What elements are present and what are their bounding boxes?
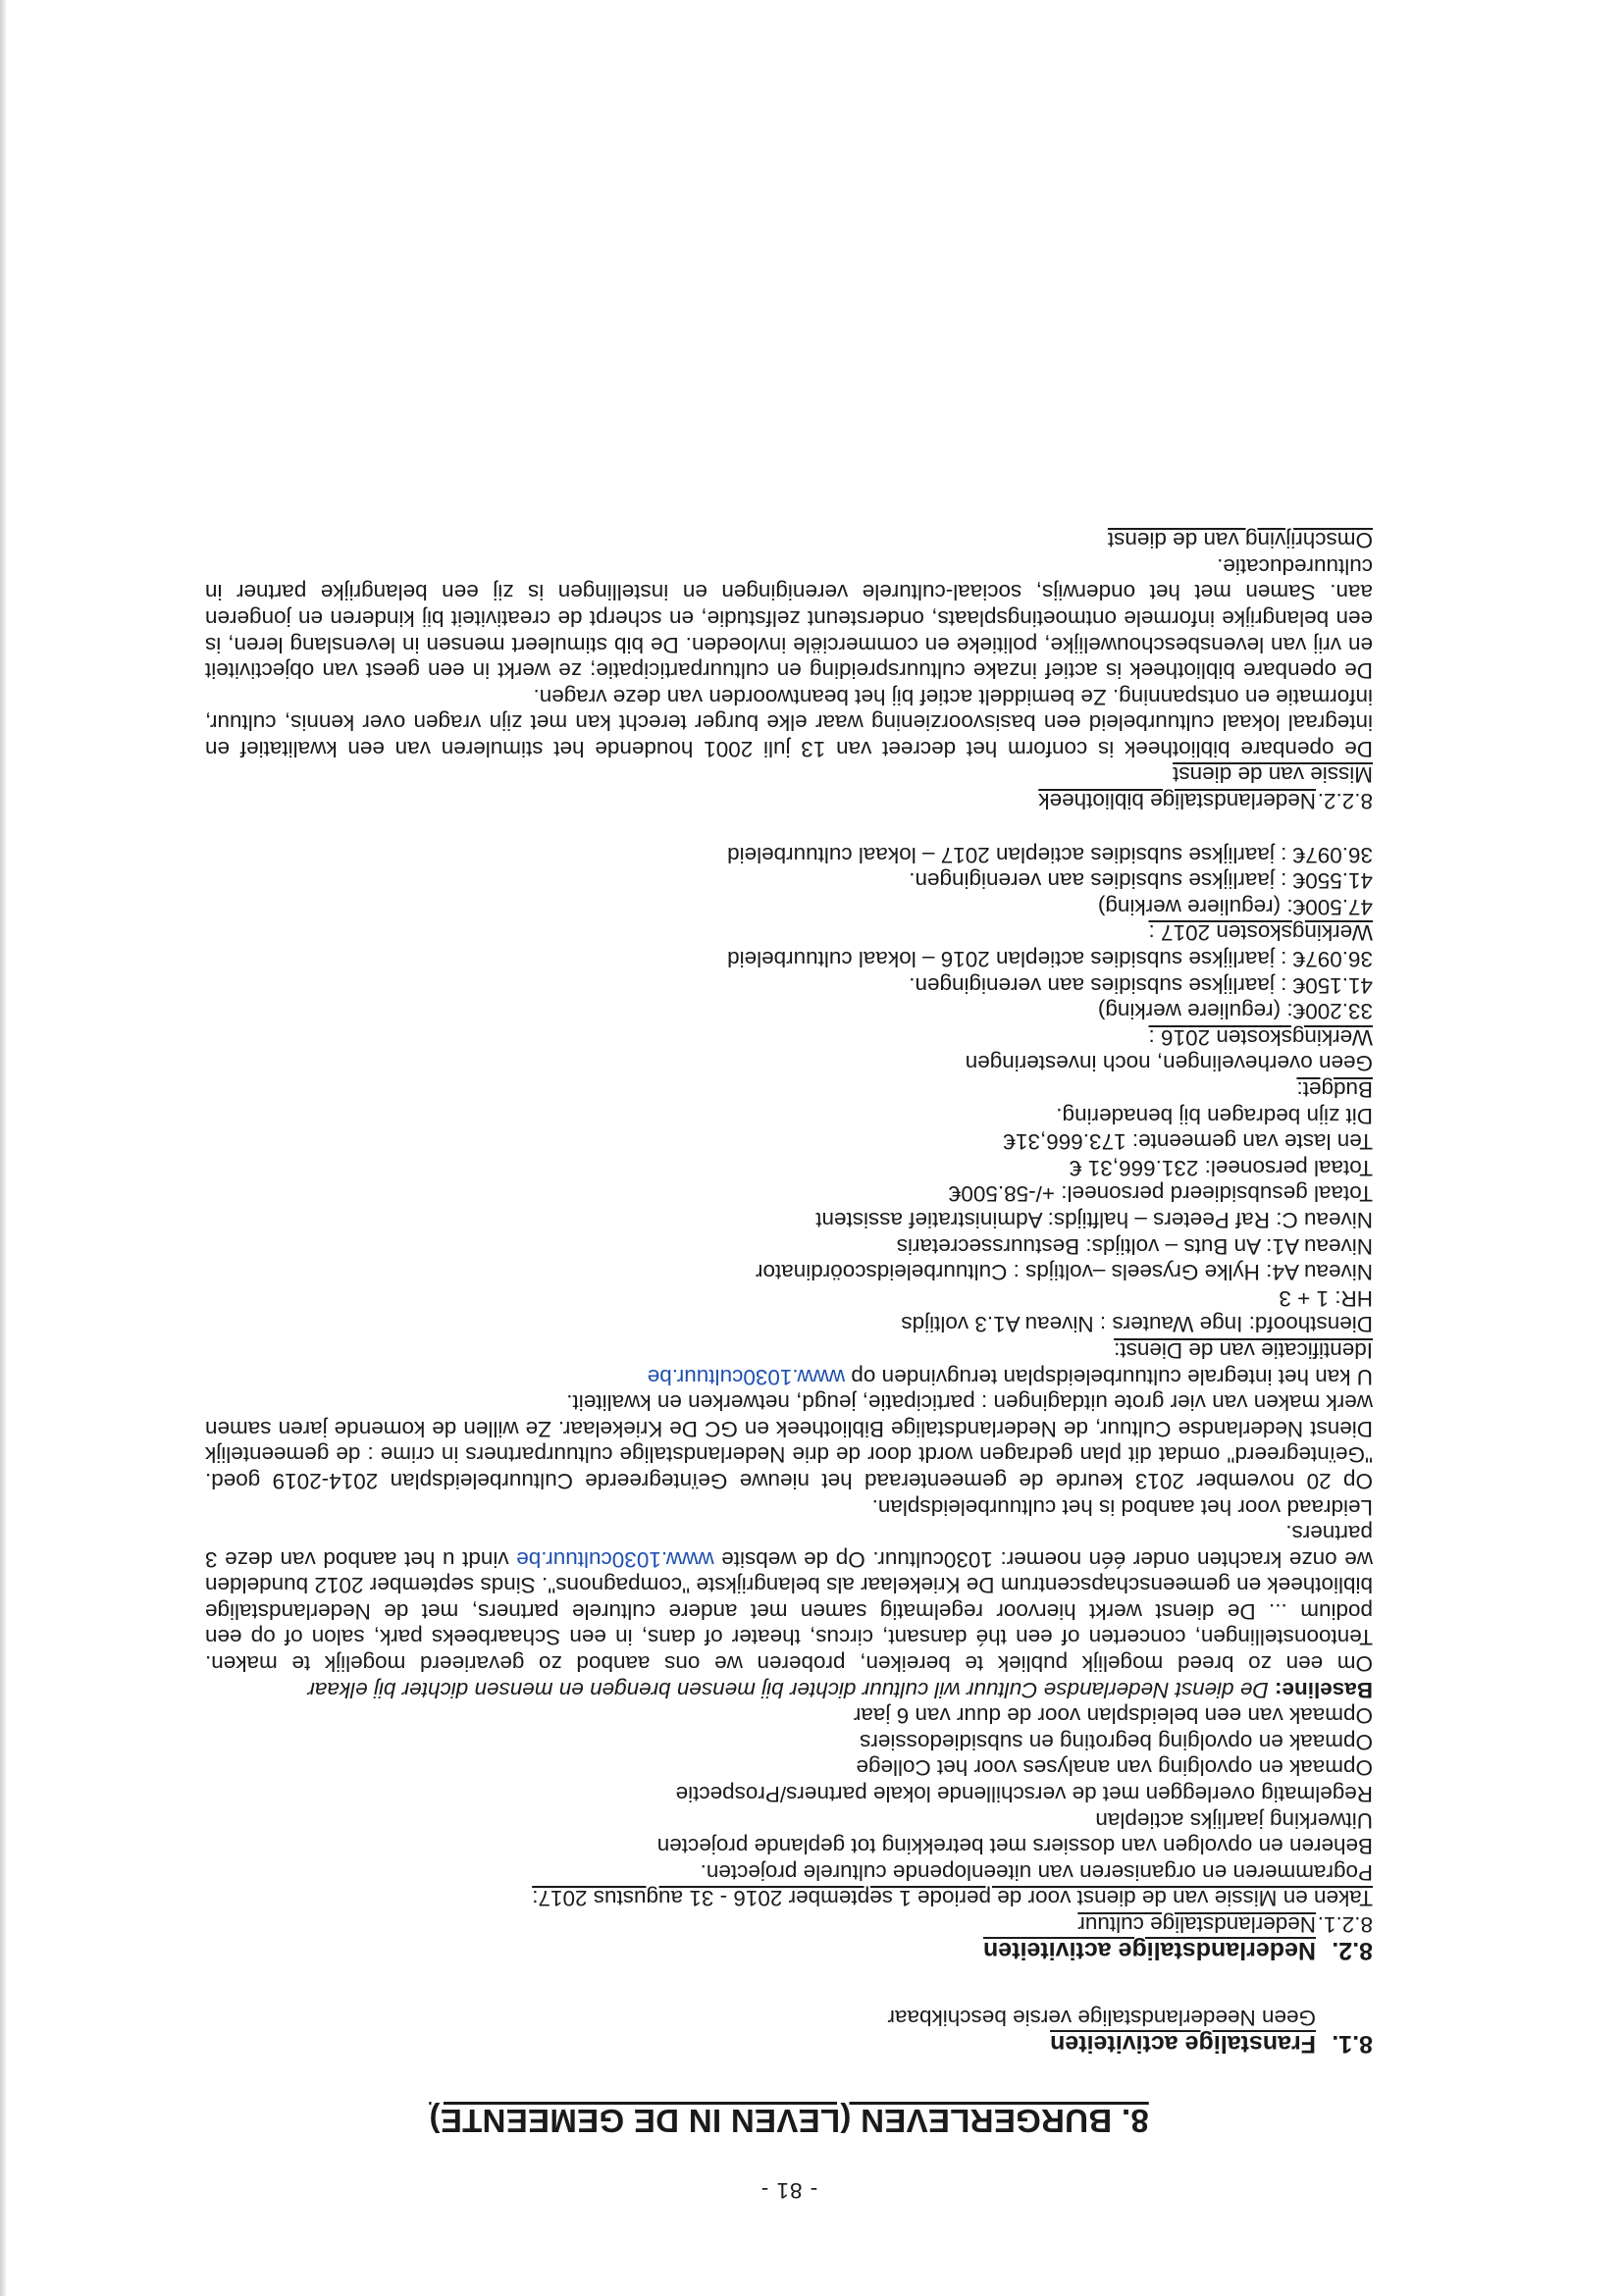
section-8-2-heading (205, 1937, 1373, 1963)
subsection-title: Nederlandstalige cultuur (1077, 1912, 1316, 1938)
section-number: 8.1. (1332, 2029, 1373, 2058)
subsection-number: 8.2.2. (1317, 789, 1373, 814)
page-number: - 81 - (759, 2178, 818, 2203)
section-8-2-2-heading (205, 788, 1373, 814)
missie-heading: Missie van de dienst (1173, 762, 1373, 788)
section-8-1-text: Geen Neederlandstalige versie beschikbaar (887, 2006, 1316, 2031)
section-title: Franstalige activiteiten (1050, 2029, 1316, 2058)
werkingskosten-2017-heading: Werkingskosten 2017 : (1148, 920, 1373, 946)
identification-line: Dit zijn bedragen bij benadering. (1056, 1103, 1373, 1128)
page-title: 8. BURGERLEVEN (LEVEN IN DE GEMEENTE) (429, 2103, 1149, 2140)
budget-heading: Budget: (1296, 1077, 1373, 1103)
task-item: Opmaak van een beleidsplan voor de duur van 6 jaar (853, 1703, 1373, 1729)
budget-text: Geen overhevelingen, noch investeringen (965, 1051, 1373, 1076)
baseline (205, 1676, 1373, 1702)
paragraph-missie: De openbare bibliotheek is conform het decreet van 13 juli 2001 houdende het stimuleren van een kwalitatief en integraal lokaal cultuurbeleid een basisvoorziening waar elke burger terecht kan met zijn vragen over kennis, cultuur, informatie en ontspanning. Ze bemiddelt actief bij het beantwoorden van deze vragen. (205, 684, 1373, 761)
task-item: Opmaak en opvolging begroting en subsidiedossiers (860, 1729, 1373, 1754)
task-item: Beheren en opvolgen van dossiers met betrekking tot geplande projecten (656, 1834, 1373, 1859)
paragraph-text: Om een zo breed mogelijk publiek te bereiken, proberen we ons aanbod zo gevarieerd mogelijk te maken. Tentoonstellingen, concerten of een thé dansant, circus, theater of dans, in een Schaarbeeks park, salon of op een podium ... De dienst werkt hiervoor regelmatig samen met andere culturele partners, met de Nederlandstalige bibliotheek en gemeenschapscentrum De Kriekelaar als belangrijkste "compagnons". Sinds september 2012 bundelden we onze krachten onder één noemer: 1030cultuur. Op de website (205, 1546, 1373, 1677)
paragraph-integrale-plan (205, 1363, 1373, 1389)
identification-line: Diensthoofd: Inge Wauters : Niveau A1.3 voltijds (901, 1312, 1373, 1337)
task-item: Pogrammeren en organiseren van uiteenlopende culturele projecten. (700, 1859, 1373, 1885)
identification-line: Niveau C: Raf Peeters – halftijds: Administratief assistent (815, 1208, 1373, 1232)
task-item: Uitwerking jaarlijks actieplan (1095, 1807, 1373, 1833)
task-item: Regelmatig overleggen met de verschillende lokale partners/Prospectie (675, 1782, 1373, 1807)
website-link[interactable]: www.1030cultuur.be (516, 1546, 714, 1572)
omschrijving-heading: Omschrijving van de dienst (1107, 528, 1373, 553)
section-8-2-1-heading (205, 1910, 1373, 1937)
website-link[interactable]: www.1030cultuur.be (647, 1364, 846, 1389)
tasks-heading: Taken en Missie van de dienst voor de periode 1 september 2016 - 31 augustus 2017: (532, 1886, 1373, 1911)
cost-line: 47.500€: (reguliere werking) (1097, 894, 1373, 919)
identification-line: Ten laste van gemeente: 173.666,31€ (1003, 1129, 1373, 1155)
paragraph-leidraad: Leidraad voor het aanbod is het cultuurbeleidsplan. (871, 1494, 1373, 1520)
baseline-text: De dienst Nederlandse Cultuur wil cultuur dichter bij mensen brengen en mensen dichter bij elkaar (307, 1677, 1269, 1702)
cost-line: 36.097€ : jaarlijkse subsidies actieplan 2017 – lokaal cultuurbeleid (727, 842, 1373, 867)
paragraph-beleidsplan: Op 20 november 2013 keurde de gemeenteraad het nieuwe Geïntegreerde Cultuurbeleidsplan 2014-2019 goed. "Geïntegreerd" omdat dit plan gedragen wordt door de drie Nederlandstalige cultuurpartners in crime : de gemeentelijk Dienst Nederlandse Cultuur, de Nederlandstalige Bibliotheek en GC De Kriekelaar. Ze willen de komende jaren samen werk maken van vier grote uitdagingen : participatie, jeugd, netwerken en kwaliteit. (205, 1390, 1373, 1493)
identification-line: Niveau A1: An Buts – voltijds: Bestuurssecretaris (896, 1233, 1373, 1259)
subsection-title: Nederlandstalige bibliotheek (1038, 789, 1316, 814)
werkingskosten-2016-heading: Werkingskosten 2016 : (1148, 1024, 1373, 1050)
page-content (205, 527, 1373, 2203)
section-8-1-heading (205, 2030, 1373, 2057)
paragraph-text: U kan het integrale cultuurbeleidsplan terugvinden op (851, 1364, 1373, 1389)
cost-line: 41.150€ : jaarlijkse subsidies aan verenigingen. (909, 972, 1373, 998)
cost-line: 33.200€: (reguliere werking) (1097, 999, 1373, 1024)
task-item: Opmaak en opvolging van analyses voor het College (856, 1755, 1373, 1781)
identification-heading: Identificatie van de Dienst: (1114, 1337, 1373, 1363)
paragraph-cultuurspreiding: De openbare bibliotheek is actief inzake cultuurspreiding en cultuurparticipatie; ze werkt in een geest van objectiviteit en vrij van levensbeschouwelijke, politieke en commerciële invloeden. De bib stimuleert mensen in levenslang leren, is een belangrijke informele ontmoetingsplaats, ondersteunt zelfstudie, en scherpt de creativiteit bij kinderen en jongeren aan. Samen met het onderwijs, sociaal-culturele verenigingen en instellingen is zij een belangrijke partner in cultuureducatie. (205, 553, 1373, 684)
identification-line: HR: 1 + 3 (1279, 1285, 1373, 1311)
identification-line: Niveau A4: Hylke Gryseels –voltijds : Cultuurbeleidscoördinator (755, 1260, 1373, 1285)
subsection-number: 8.2.1. (1317, 1912, 1373, 1938)
baseline-label: Baseline: (1274, 1677, 1373, 1702)
paragraph-aanbod (205, 1520, 1373, 1677)
section-title: Nederlandstalige activiteiten (982, 1936, 1316, 1964)
cost-line: 41.550€ : jaarlijkse subsidies aan verenigingen. (909, 868, 1373, 894)
identification-line: Totaal gesubsidieerd personeel: +/-58.500€ (948, 1181, 1373, 1207)
section-number: 8.2. (1332, 1936, 1373, 1964)
paragraph-text-end: vindt u het aanbod van deze 3 partners. (205, 1521, 1373, 1572)
cost-line: 36.097€ : jaarlijkse subsidies actieplan 2016 – lokaal cultuurbeleid (727, 947, 1373, 972)
identification-line: Totaal personeel: 231.666,31 € (1070, 1155, 1373, 1180)
